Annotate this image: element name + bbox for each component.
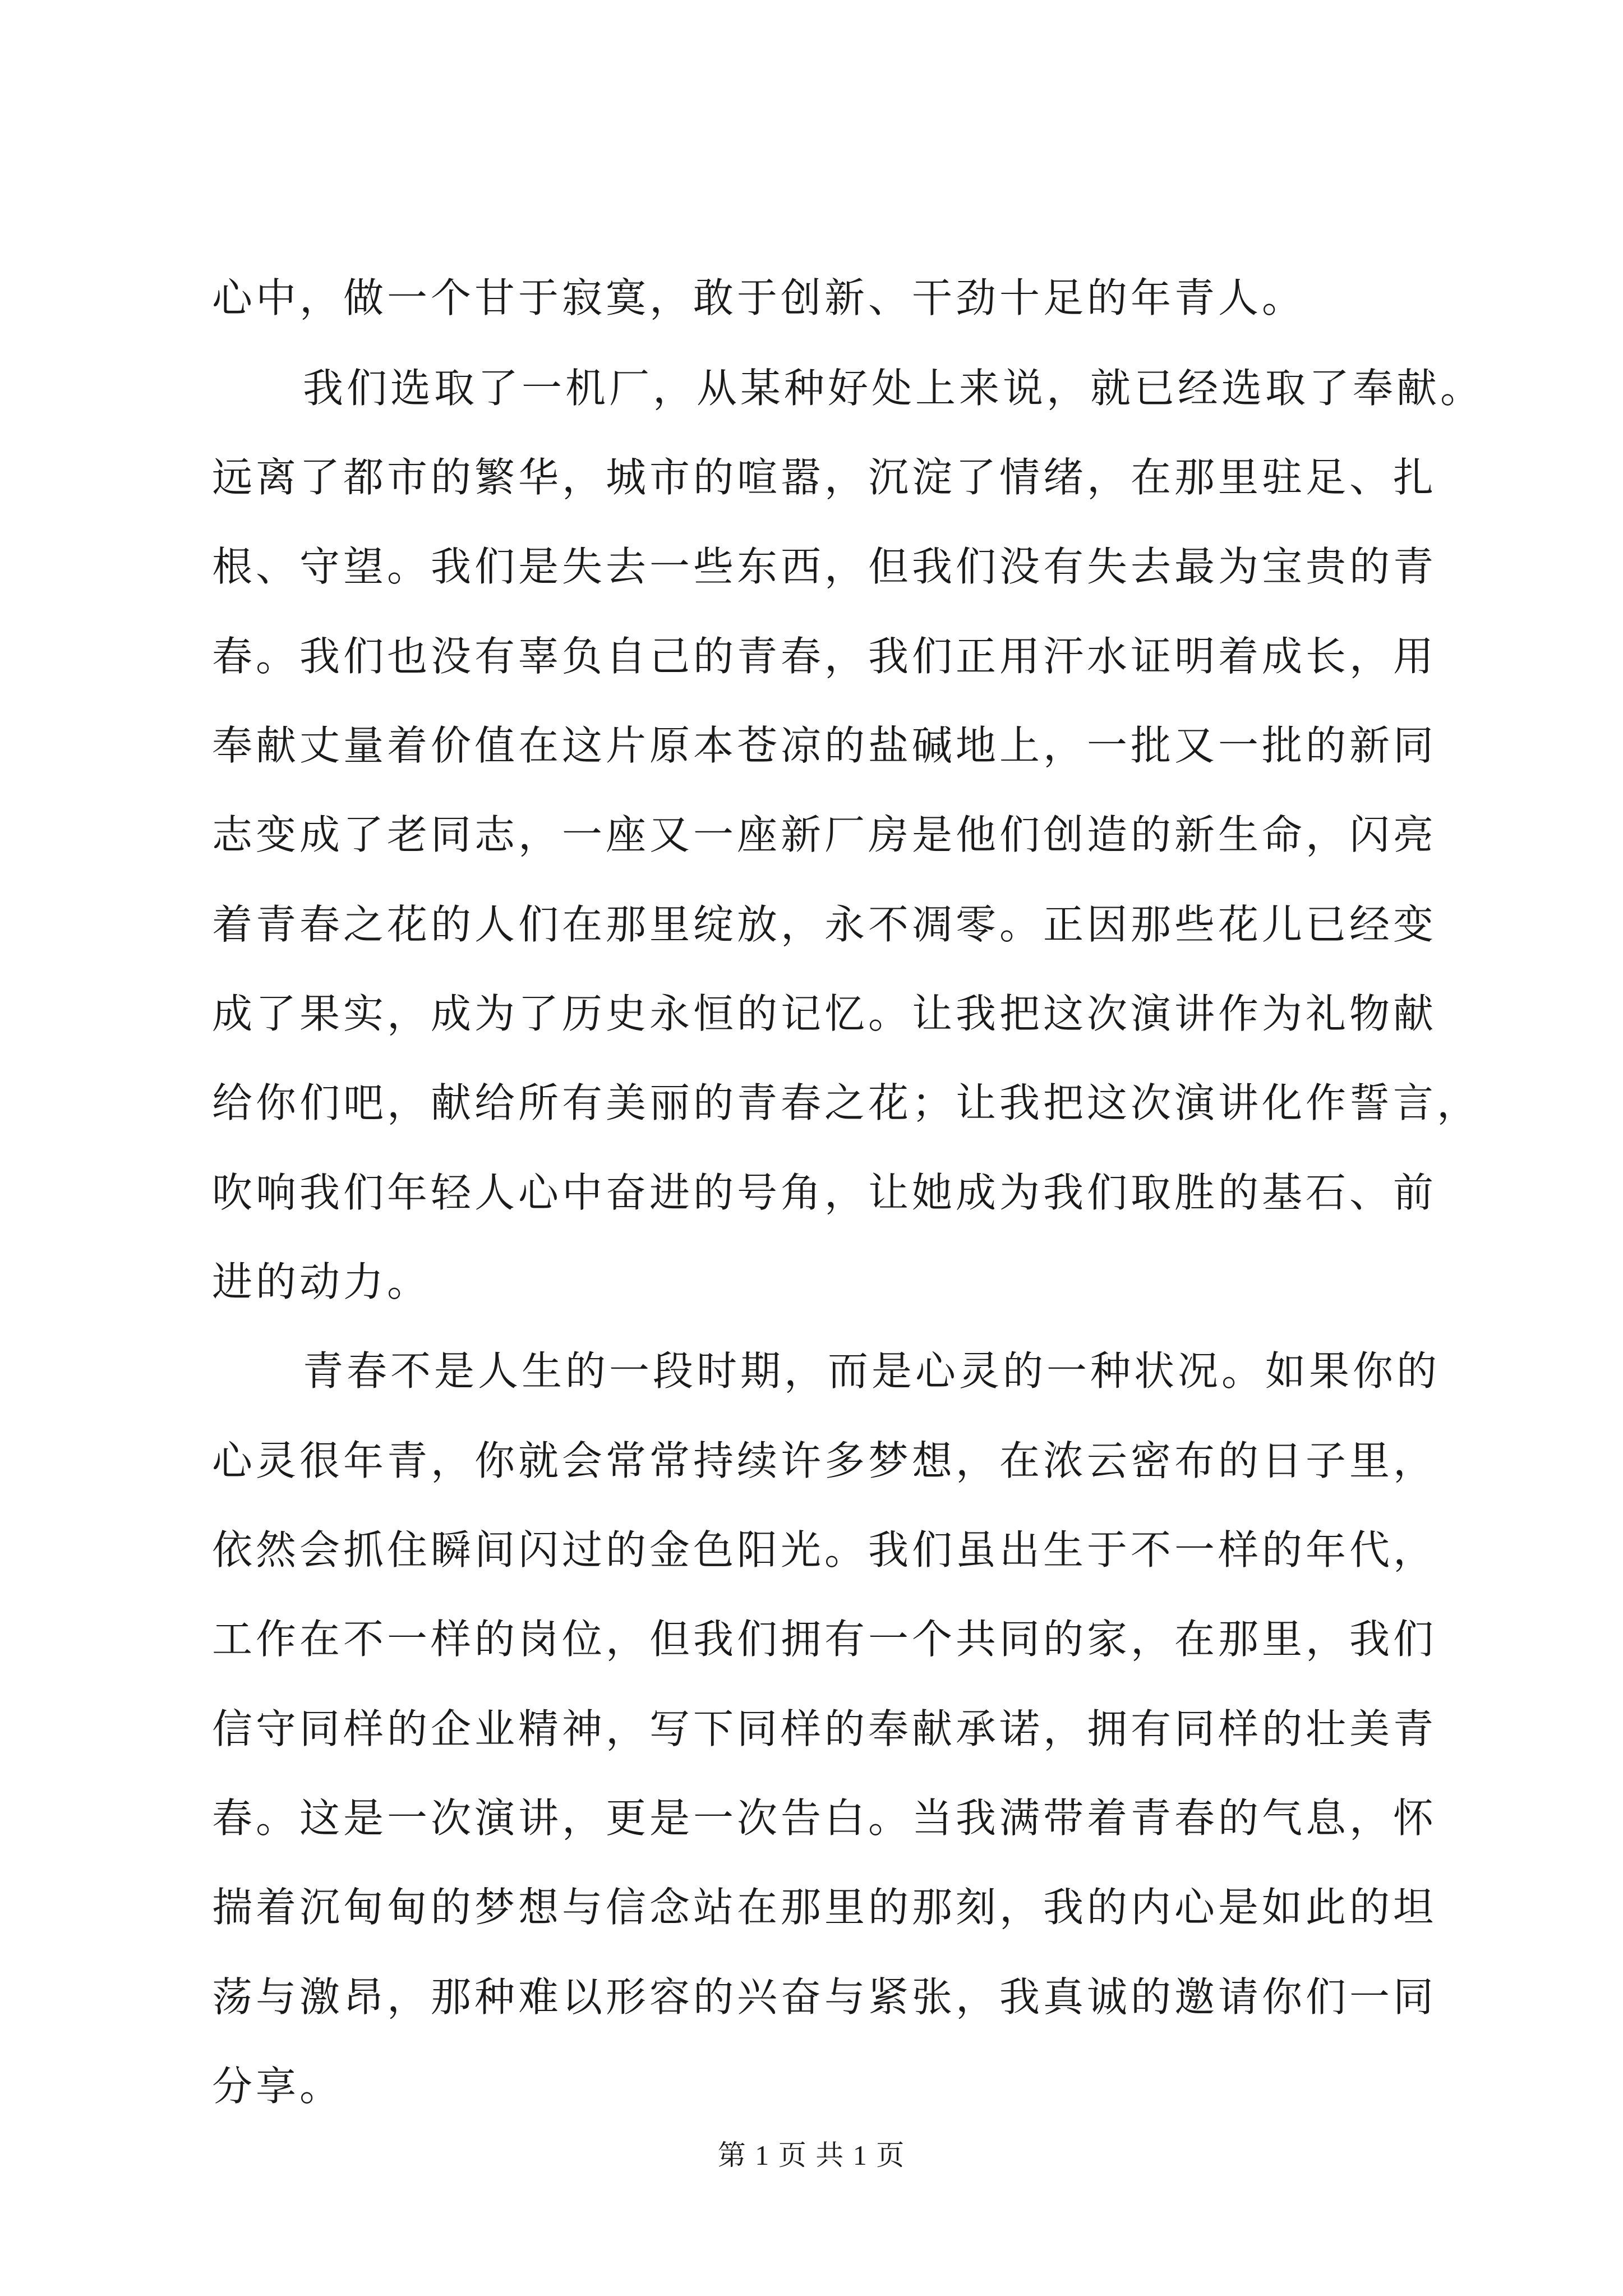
text-line: 揣着沉甸甸的梦想与信念站在那里的那刻，我的内心是如此的坦 (212, 1884, 1437, 1931)
text-line: 青春不是人生的一段时期，而是心灵的一种状况。如果你的 (303, 1347, 1441, 1395)
text-line: 着青春之花的人们在那里绽放，永不凋零。正因那些花儿已经变 (212, 901, 1437, 948)
text-line: 吹响我们年轻人心中奋进的号角，让她成为我们取胜的基石、前 (212, 1169, 1437, 1216)
text-line: 荡与激昂，那种难以形容的兴奋与紧张，我真诚的邀请你们一同 (212, 1973, 1437, 2021)
text-line: 工作在不一样的岗位，但我们拥有一个共同的家，在那里，我们 (212, 1616, 1437, 1663)
text-line: 信守同样的企业精神，写下同样的奉献承诺，拥有同样的壮美青 (212, 1705, 1437, 1752)
text-line: 春。我们也没有辜负自己的青春，我们正用汗水证明着成长，用 (212, 633, 1437, 680)
text-line: 心灵很年青，你就会常常持续许多梦想，在浓云密布的日子里， (212, 1437, 1437, 1484)
text-line: 我们选取了一机厂，从某种好处上来说，就已经选取了奉献。 (303, 365, 1484, 412)
text-line: 春。这是一次演讲，更是一次告白。当我满带着青春的气息，怀 (212, 1795, 1437, 1842)
text-line: 依然会抓住瞬间闪过的金色阳光。我们虽出生于不一样的年代， (212, 1526, 1437, 1573)
text-line: 根、守望。我们是失去一些东西，但我们没有失去最为宝贵的青 (212, 543, 1437, 590)
text-line: 心中，做一个甘于寂寞，敢于创新、干劲十足的年青人。 (212, 274, 1306, 321)
text-line: 远离了都市的繁华，城市的喧嚣，沉淀了情绪，在那里驻足、扎 (212, 454, 1437, 501)
text-line: 进的动力。 (212, 1258, 431, 1305)
text-line: 志变成了老同志，一座又一座新厂房是他们创造的新生命，闪亮 (212, 811, 1437, 858)
text-line: 奉献丈量着价值在这片原本苍凉的盐碱地上，一批又一批的新同 (212, 722, 1437, 769)
page-number-footer: 第 1 页 共 1 页 (717, 2139, 906, 2171)
text-line: 成了果实，成为了历史永恒的记忆。让我把这次演讲作为礼物献 (212, 990, 1437, 1037)
text-line: 分享。 (212, 2063, 344, 2110)
text-line: 给你们吧，献给所有美丽的青春之花；让我把这次演讲化作誓言， (212, 1079, 1481, 1126)
